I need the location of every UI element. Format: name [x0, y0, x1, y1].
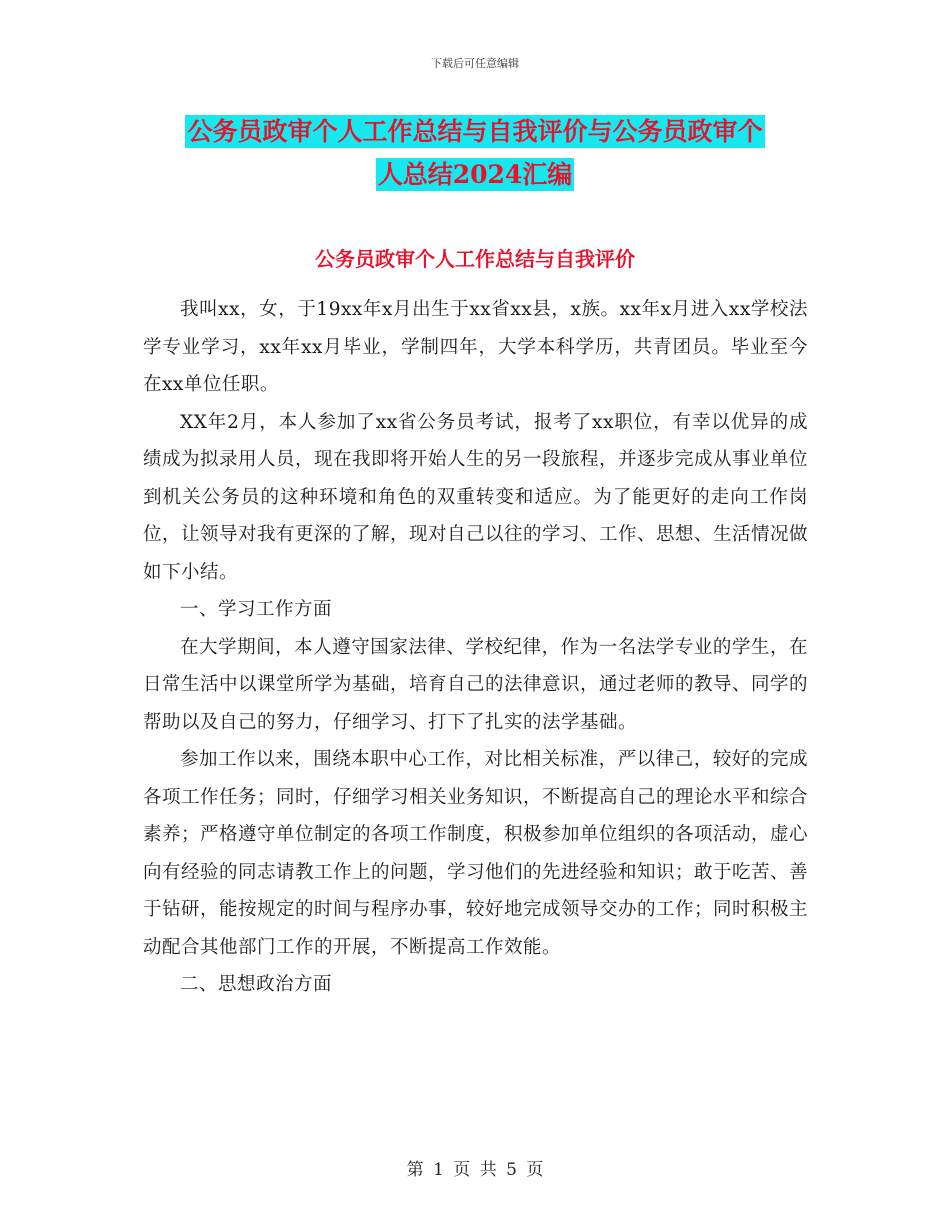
subsection-heading: 一、学习工作方面	[180, 599, 333, 620]
main-title-text-2: 人总结2024汇编	[377, 160, 573, 189]
header-note: 下载后可任意编辑	[431, 57, 519, 70]
main-title-text-1: 公务员政审个人工作总结与自我评价与公务员政审个	[187, 117, 763, 146]
document-body	[143, 291, 808, 1004]
paragraph: 我叫xx，女，于19xx年x月出生于xx省xx县，x族。xx年x月进入xx学校法学专业学习，xx年xx月毕业，学制四年，大学本科学历，共青团员。毕业至今在xx单位任职。	[143, 299, 808, 395]
main-title-line-2	[140, 150, 810, 200]
paragraph: 在大学期间，本人遵守国家法律、学校纪律，作为一名法学专业的学生，在日常生活中以课堂所学为基础，培育自己的法律意识，通过老师的教导、同学的帮助以及自己的努力，仔细学习、打下了扎实的法学基础。	[143, 636, 809, 733]
subsection-heading: 二、思想政治方面	[180, 974, 333, 995]
paragraph: XX年2月，本人参加了xx省公务员考试，报考了xx职位，有幸以优异的成绩成为拟录用人员，现在我即将开始人生的另一段旅程，并逐步完成从事业单位到机关公务员的这种环境和角色的双重转变和适应。为了能更好的走向工作岗位，让领导对我有更深的了解，现对自己以往的学习、工作、思想、生活情况做如下小结。	[143, 411, 809, 583]
section-title: 公务员政审个人工作总结与自我评价	[315, 247, 635, 271]
page-footer: 第 1 页 共 5 页	[406, 1160, 544, 1180]
paragraph: 参加工作以来，围绕本职中心工作，对比相关标准，严以律己，较好的完成各项工作任务；同时，仔细学习相关业务知识，不断提高自己的理论水平和综合素养；严格遵守单位制定的各项工作制度，积极参加单位组织的各项活动，虚心向有经验的同志请教工作上的问题，学习他们的先进经验和知识；敢于吃苦、善于钻研，能按规定的时间与程序办事，较好地完成领导交办的工作；同时积极主动配合其他部门工作的开展，不断提高工作效能。	[143, 749, 809, 958]
